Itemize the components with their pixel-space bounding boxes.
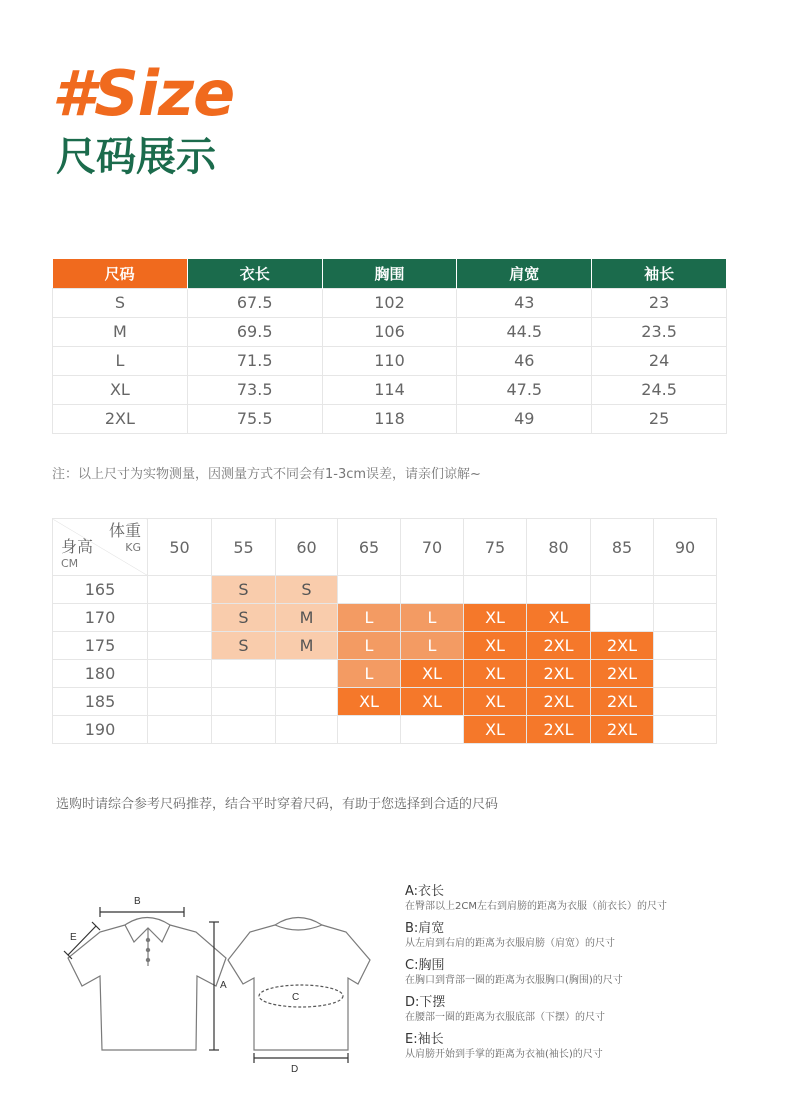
legend-title: A:衣长 xyxy=(405,884,445,899)
recommended-size-cell: XL xyxy=(527,604,591,632)
height-cell: 175 xyxy=(53,632,148,660)
recommended-size-cell xyxy=(654,688,717,716)
recommended-size-cell xyxy=(276,716,338,744)
height-row xyxy=(53,716,717,744)
legend-desc: 在臀部以上2CM左右到肩膀的距离为衣服（前衣长）的尺寸 xyxy=(405,901,667,912)
recommended-size-cell: M xyxy=(276,604,338,632)
size-cell: 24 xyxy=(592,346,727,375)
label-a: A xyxy=(220,980,227,991)
legend-item xyxy=(405,884,775,914)
recommended-size-cell xyxy=(148,716,212,744)
height-cell: 165 xyxy=(53,576,148,604)
size-cell: 24.5 xyxy=(592,375,727,404)
size-cell: 118 xyxy=(322,404,457,433)
front-shirt-outline xyxy=(68,925,226,1050)
size-cell: 47.5 xyxy=(457,375,592,404)
recommended-size-cell: XL xyxy=(464,632,527,660)
advice-text: 选购时请综合参考尺码推荐，结合平时穿着尺码，有助于您选择到合适的尺码 xyxy=(56,797,499,812)
weight-cell: 70 xyxy=(401,519,464,576)
size-cell: 67.5 xyxy=(187,288,322,317)
size-row xyxy=(53,375,727,404)
label-e: E xyxy=(70,932,77,943)
recommended-size-cell xyxy=(654,660,717,688)
recommended-size-cell xyxy=(401,716,464,744)
legend-item xyxy=(405,958,775,988)
size-header-cell: 胸围 xyxy=(322,259,457,288)
size-cell: 25 xyxy=(592,404,727,433)
recommended-size-cell: 2XL xyxy=(527,716,591,744)
recommended-size-cell xyxy=(464,576,527,604)
weight-cell: 55 xyxy=(212,519,276,576)
recommended-size-cell: 2XL xyxy=(591,688,654,716)
legend-desc: 从肩膀开始到手掌的距离为衣袖(袖长)的尺寸 xyxy=(405,1049,603,1060)
size-table-header xyxy=(53,259,727,288)
recommended-size-cell xyxy=(591,604,654,632)
recommended-size-cell: L xyxy=(401,604,464,632)
size-cell: 114 xyxy=(322,375,457,404)
recommended-size-cell xyxy=(148,660,212,688)
measurement-legend xyxy=(405,884,775,1069)
size-cell: 106 xyxy=(322,317,457,346)
recommended-size-cell: XL xyxy=(464,660,527,688)
height-cell: 190 xyxy=(53,716,148,744)
recommended-size-cell xyxy=(401,576,464,604)
size-cell: 23 xyxy=(592,288,727,317)
recommended-size-cell xyxy=(654,632,717,660)
legend-desc: 在胸口到背部一圈的距离为衣服胸口(胸围)的尺寸 xyxy=(405,975,623,986)
legend-item xyxy=(405,921,775,951)
size-cell: M xyxy=(53,317,188,346)
size-header-cell: 尺码 xyxy=(53,259,188,288)
back-collar xyxy=(275,918,322,931)
recommended-size-cell xyxy=(591,576,654,604)
size-row xyxy=(53,288,727,317)
legend-title: E:袖长 xyxy=(405,1032,444,1047)
size-header-cell: 肩宽 xyxy=(457,259,592,288)
weight-cell: 65 xyxy=(338,519,401,576)
recommended-size-cell xyxy=(527,576,591,604)
recommended-size-cell: XL xyxy=(338,688,401,716)
size-header-cell: 衣长 xyxy=(187,259,322,288)
weight-cell: 50 xyxy=(148,519,212,576)
label-b: B xyxy=(134,896,141,907)
legend-desc: 在腰部一圈的距离为衣服底部（下摆）的尺寸 xyxy=(405,1012,605,1023)
label-d: D xyxy=(291,1064,299,1075)
shirt-diagram xyxy=(50,880,390,1080)
height-cell: 170 xyxy=(53,604,148,632)
weight-label: 体重 xyxy=(108,521,141,540)
size-cell: 73.5 xyxy=(187,375,322,404)
legend-title: B:肩宽 xyxy=(405,921,445,936)
recommended-size-cell xyxy=(212,688,276,716)
weight-unit: KG xyxy=(125,541,141,554)
title-cn: 尺码展示 xyxy=(56,134,216,180)
recommended-size-cell: 2XL xyxy=(591,632,654,660)
recommendation-header xyxy=(53,519,717,576)
recommended-size-cell xyxy=(148,632,212,660)
recommended-size-cell xyxy=(654,716,717,744)
size-cell: L xyxy=(53,346,188,375)
recommended-size-cell: XL xyxy=(464,688,527,716)
recommended-size-cell: 2XL xyxy=(527,688,591,716)
recommended-size-cell: XL xyxy=(464,604,527,632)
recommendation-table xyxy=(52,518,717,744)
height-row xyxy=(53,604,717,632)
weight-cell: 60 xyxy=(276,519,338,576)
recommended-size-cell xyxy=(276,688,338,716)
recommended-size-cell: S xyxy=(212,604,276,632)
size-cell: 44.5 xyxy=(457,317,592,346)
title-en: #Size xyxy=(52,57,235,130)
height-row xyxy=(53,632,717,660)
recommended-size-cell xyxy=(148,576,212,604)
height-label: 身高 xyxy=(61,537,94,556)
size-row xyxy=(53,346,727,375)
recommended-size-cell xyxy=(654,576,717,604)
recommended-size-cell: 2XL xyxy=(591,660,654,688)
recommended-size-cell xyxy=(212,716,276,744)
size-header-cell: 袖长 xyxy=(592,259,727,288)
legend-item xyxy=(405,995,775,1025)
size-cell: S xyxy=(53,288,188,317)
recommended-size-cell xyxy=(338,716,401,744)
size-cell: 49 xyxy=(457,404,592,433)
recommended-size-cell: L xyxy=(338,660,401,688)
weight-cell: 90 xyxy=(654,519,717,576)
size-cell: 69.5 xyxy=(187,317,322,346)
legend-title: D:下摆 xyxy=(405,995,446,1010)
size-cell: XL xyxy=(53,375,188,404)
size-cell: 43 xyxy=(457,288,592,317)
size-row xyxy=(53,404,727,433)
recommended-size-cell: L xyxy=(338,604,401,632)
recommended-size-cell: S xyxy=(212,576,276,604)
measurement-note: 注：以上尺寸为实物测量，因测量方式不同会有1-3cm误差，请亲们谅解~ xyxy=(52,467,481,482)
height-row xyxy=(53,688,717,716)
corner-cell xyxy=(53,519,148,576)
size-row xyxy=(53,317,727,346)
size-cell: 2XL xyxy=(53,404,188,433)
size-table xyxy=(52,259,727,434)
legend-desc: 从左肩到右肩的距离为衣服肩膀（肩宽）的尺寸 xyxy=(405,938,615,949)
recommended-size-cell: M xyxy=(276,632,338,660)
recommended-size-cell: S xyxy=(212,632,276,660)
recommended-size-cell xyxy=(148,688,212,716)
weight-cell: 85 xyxy=(591,519,654,576)
recommended-size-cell xyxy=(338,576,401,604)
recommended-size-cell: 2XL xyxy=(527,660,591,688)
weight-cell: 75 xyxy=(464,519,527,576)
recommended-size-cell: XL xyxy=(464,716,527,744)
size-cell: 46 xyxy=(457,346,592,375)
size-cell: 75.5 xyxy=(187,404,322,433)
recommended-size-cell xyxy=(276,660,338,688)
weight-cell: 80 xyxy=(527,519,591,576)
height-row xyxy=(53,576,717,604)
size-cell: 110 xyxy=(322,346,457,375)
recommended-size-cell: L xyxy=(401,632,464,660)
recommended-size-cell: 2XL xyxy=(527,632,591,660)
recommended-size-cell xyxy=(212,660,276,688)
height-unit: CM xyxy=(61,557,79,570)
recommended-size-cell: XL xyxy=(401,688,464,716)
recommended-size-cell: S xyxy=(276,576,338,604)
label-c: C xyxy=(292,992,300,1003)
recommended-size-cell: XL xyxy=(401,660,464,688)
recommended-size-cell xyxy=(148,604,212,632)
recommended-size-cell xyxy=(654,604,717,632)
size-cell: 23.5 xyxy=(592,317,727,346)
height-cell: 180 xyxy=(53,660,148,688)
height-cell: 185 xyxy=(53,688,148,716)
size-cell: 71.5 xyxy=(187,346,322,375)
legend-item xyxy=(405,1032,775,1062)
legend-title: C:胸围 xyxy=(405,958,445,973)
back-shirt-outline xyxy=(228,925,370,1050)
size-cell: 102 xyxy=(322,288,457,317)
height-row xyxy=(53,660,717,688)
recommended-size-cell: L xyxy=(338,632,401,660)
recommended-size-cell: 2XL xyxy=(591,716,654,744)
